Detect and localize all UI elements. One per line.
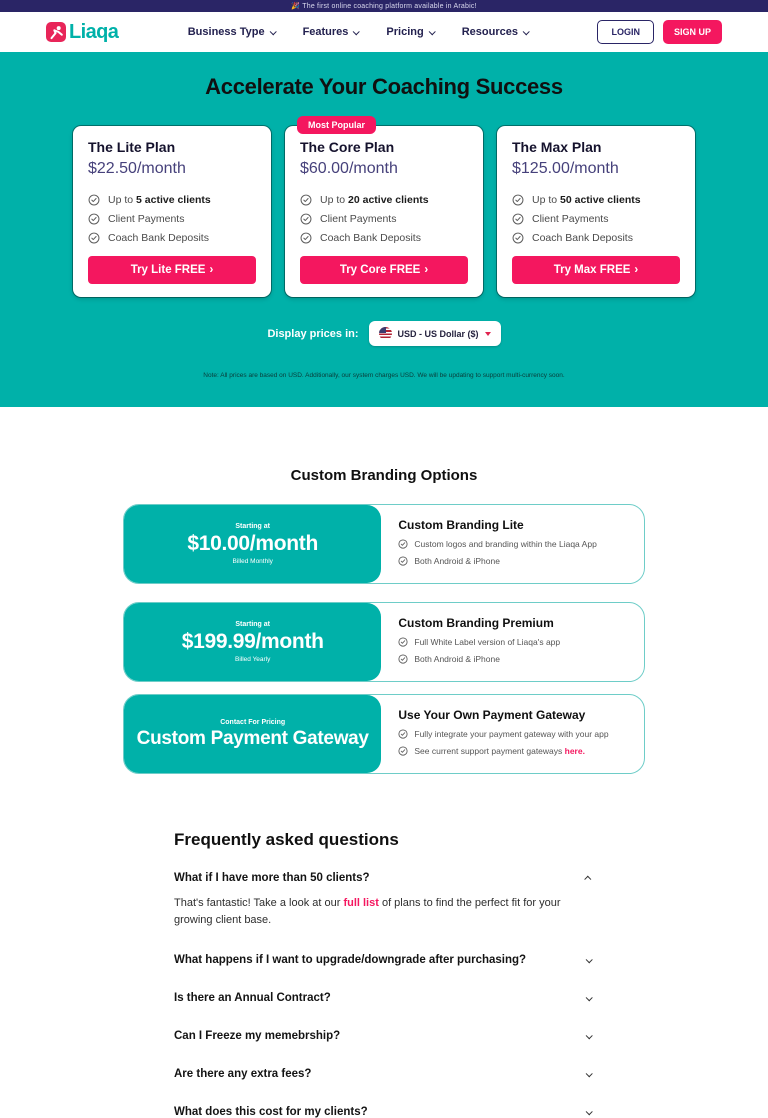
check-circle-icon — [300, 213, 312, 225]
branding-feature: Both Android & iPhone — [398, 654, 627, 664]
chevron-up-icon — [584, 875, 591, 882]
check-circle-icon — [88, 213, 100, 225]
plan-card-core — [285, 120, 483, 297]
page-title: Accelerate Your Coaching Success — [205, 74, 563, 99]
plan-feature: Up to 5 active clients — [88, 194, 256, 206]
chevron-down-icon — [353, 28, 360, 35]
faq-question[interactable]: Are there any extra fees? — [174, 1068, 594, 1080]
branding-cards — [123, 504, 645, 774]
signup-button[interactable]: SIGN UP — [663, 20, 722, 44]
check-circle-icon — [398, 539, 408, 549]
check-circle-icon — [300, 194, 312, 206]
plan-features — [300, 194, 468, 244]
logo-text: Liaqa — [69, 20, 119, 43]
chevron-down-icon — [586, 1032, 593, 1039]
branding-price-panel — [124, 603, 381, 681]
price-kicker: Contact For Pricing — [220, 718, 286, 726]
plan-price: $60.00/month — [300, 160, 398, 177]
faq-section — [174, 830, 594, 1118]
plan-feature: Up to 50 active clients — [512, 194, 680, 206]
chevron-down-icon — [269, 28, 276, 35]
faq-question[interactable]: Is there an Annual Contract? — [174, 992, 594, 1004]
branding-details — [381, 603, 644, 681]
branding-heading: Custom Branding Premium — [398, 616, 554, 630]
pricing-hero-section — [0, 52, 768, 407]
plan-feature: Client Payments — [88, 213, 256, 225]
nav-resources[interactable]: Resources — [462, 26, 528, 38]
faq-question[interactable]: What does this cost for my clients? — [174, 1106, 594, 1118]
check-circle-icon — [512, 232, 524, 244]
branding-feature: See current support payment gateways here. — [398, 746, 627, 756]
chevron-down-icon — [586, 956, 593, 963]
try-lite-free-button[interactable]: Try Lite FREE › — [88, 256, 256, 284]
chevron-right-icon: › — [634, 264, 639, 276]
branding-card-gateway — [123, 694, 645, 774]
billing-cycle: Billed Yearly — [234, 656, 271, 663]
plan-feature: Coach Bank Deposits — [300, 232, 468, 244]
check-circle-icon — [398, 637, 408, 647]
caret-down-icon — [485, 332, 491, 336]
faq-answer: That's fantastic! Take a look at our full list of plans to find the perfect fit for your growing client base. — [174, 897, 561, 926]
check-circle-icon — [398, 556, 408, 566]
nav-features[interactable]: Features — [303, 26, 359, 38]
plan-price: $125.00/month — [512, 160, 619, 177]
check-circle-icon — [300, 232, 312, 244]
check-circle-icon — [512, 194, 524, 206]
branding-price: $10.00/month — [187, 532, 318, 555]
header — [0, 12, 768, 52]
us-flag-icon — [379, 327, 392, 340]
check-circle-icon — [398, 746, 408, 756]
plan-name: The Lite Plan — [88, 139, 176, 155]
chevron-right-icon: › — [424, 264, 429, 276]
custom-branding-section — [0, 407, 768, 774]
branding-details — [381, 695, 644, 773]
faq-title: Frequently asked questions — [174, 830, 399, 849]
plan-name: The Max Plan — [512, 139, 602, 155]
plan-feature: Up to 20 active clients — [300, 194, 468, 206]
most-popular-badge: Most Popular — [297, 116, 376, 134]
check-circle-icon — [88, 194, 100, 206]
header-logo[interactable] — [46, 21, 118, 44]
currency-row — [0, 321, 768, 346]
branding-heading: Use Your Own Payment Gateway — [398, 708, 586, 722]
price-kicker: Starting at — [235, 523, 270, 530]
plan-price: $22.50/month — [88, 160, 186, 177]
faq-question[interactable]: What happens if I want to upgrade/downgrade after purchasing? — [174, 954, 594, 966]
plan-feature: Coach Bank Deposits — [512, 232, 680, 244]
branding-price-panel — [124, 695, 381, 773]
branding-heading: Custom Branding Lite — [398, 518, 524, 532]
plan-feature: Coach Bank Deposits — [88, 232, 256, 244]
branding-feature: Full White Label version of Liaqa's app — [398, 637, 627, 647]
gateways-here-link[interactable]: here. — [564, 746, 585, 756]
branding-feature: Custom logos and branding within the Liaqa App — [398, 539, 627, 549]
auth-buttons — [597, 20, 722, 44]
try-core-free-button[interactable]: Try Core FREE › — [300, 256, 468, 284]
currency-note: Note: All prices are based on USD. Additionally, our system charges USD. We will be updating to support multi-currency soon. — [203, 372, 565, 379]
chevron-down-icon — [586, 1108, 593, 1115]
billing-cycle: Billed Monthly — [232, 558, 273, 565]
plan-features — [512, 194, 680, 244]
check-circle-icon — [398, 654, 408, 664]
branding-feature: Fully integrate your payment gateway with your app — [398, 729, 627, 739]
check-circle-icon — [88, 232, 100, 244]
announcement-text: 🎉 The first online coaching platform available in Arabic! — [291, 3, 477, 10]
plan-card-max — [497, 126, 695, 297]
branding-price: $199.99/month — [181, 630, 324, 653]
login-button[interactable]: LOGIN — [597, 20, 654, 44]
announcement-banner — [0, 0, 768, 12]
check-circle-icon — [512, 213, 524, 225]
currency-label: Display prices in: — [267, 327, 359, 340]
chevron-down-icon — [428, 28, 435, 35]
branding-card-lite — [123, 504, 645, 584]
plan-features — [88, 194, 256, 244]
full-list-link[interactable]: full list — [343, 897, 379, 909]
check-circle-icon — [398, 729, 408, 739]
branding-feature: Both Android & iPhone — [398, 556, 627, 566]
faq-question[interactable]: Can I Freeze my memebrship? — [174, 1030, 594, 1042]
chevron-down-icon — [586, 994, 593, 1001]
plan-card-lite — [73, 126, 271, 297]
currency-select[interactable] — [369, 321, 501, 346]
nav-pricing[interactable]: Pricing — [386, 26, 433, 38]
section-title: Custom Branding Options — [290, 467, 478, 484]
liaqa-logo-icon — [46, 22, 66, 42]
plan-name: The Core Plan — [300, 139, 395, 155]
chevron-right-icon: › — [209, 264, 214, 276]
chevron-down-icon — [586, 1070, 593, 1077]
nav-business-type[interactable]: Business Type — [188, 26, 275, 38]
faq-question-expanded[interactable]: What if I have more than 50 clients? — [174, 872, 594, 884]
plan-cards — [0, 120, 768, 297]
branding-card-premium — [123, 602, 645, 682]
main-nav — [188, 26, 528, 38]
branding-price-panel — [124, 505, 381, 583]
branding-price: Custom Payment Gateway — [136, 727, 369, 749]
branding-details — [381, 505, 644, 583]
chevron-down-icon — [523, 28, 530, 35]
plan-feature: Client Payments — [512, 213, 680, 225]
currency-selected-value: USD - US Dollar ($) — [397, 328, 479, 339]
plan-feature: Client Payments — [300, 213, 468, 225]
try-max-free-button[interactable]: Try Max FREE › — [512, 256, 680, 284]
price-kicker: Starting at — [235, 621, 270, 628]
